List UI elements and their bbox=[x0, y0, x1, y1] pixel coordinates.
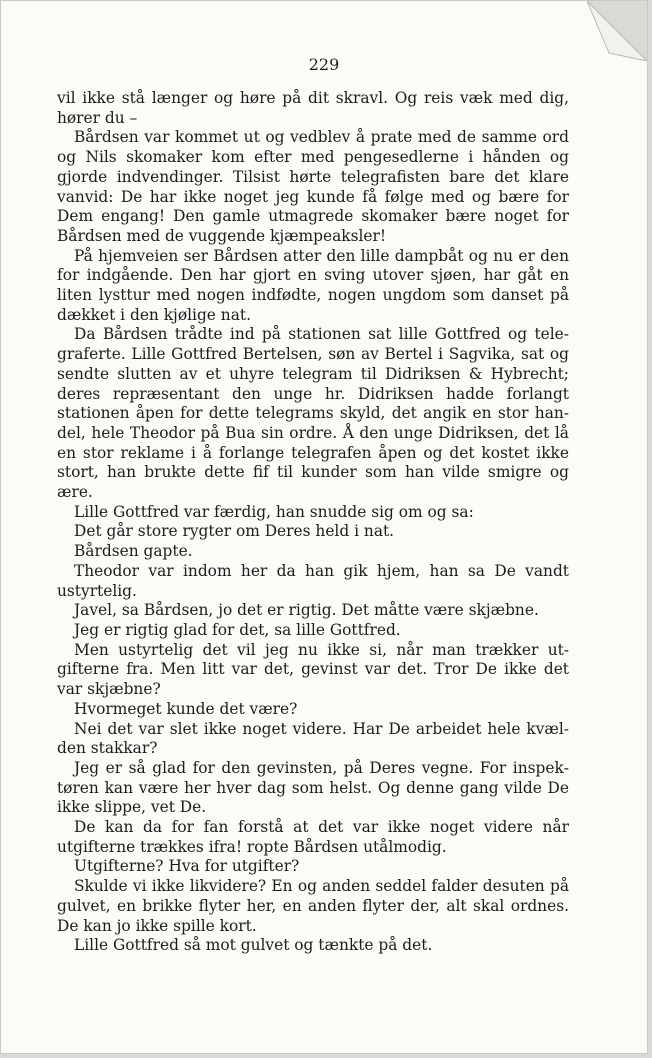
paragraph: Bårdsen gapte. bbox=[74, 542, 193, 561]
paragraph: Jeg er så glad for den gevinsten, på Deres vegne. For inspektøren kan være her hver dag som helst. Og denne gang vilde De ikke slippe, vet De. bbox=[57, 758, 569, 817]
paragraph: Javel, sa Bårdsen, jo det er rigtig. Det måtte være skjæbne. bbox=[74, 601, 539, 620]
paragraph: Lille Gottfred var færdig, han snudde sig om og sa: bbox=[74, 502, 474, 521]
paragraph: Utgifterne? Hva for utgifter? bbox=[74, 857, 300, 876]
paragraph: Det går store rygter om Deres held i nat. bbox=[74, 522, 395, 541]
paragraph: Theodor var indom her da han gik hjem, han sa De vandt ustyrtelig. bbox=[57, 561, 569, 600]
body-text bbox=[57, 89, 569, 956]
paragraph: På hjemveien ser Bårdsen atter den lille dampbåt og nu er den for indgående. Den har gjort en sving utover sjøen, har gåt en liten lysttur med nogen indfødte, nogen ungdom som danset på dækket i den kjølige nat. bbox=[57, 246, 569, 324]
paragraph: Lille Gottfred så mot gulvet og tænkte på det. bbox=[74, 936, 433, 955]
paragraph: Nei det var slet ikke noget videre. Har De arbeidet hele kvælden stakkar? bbox=[57, 719, 569, 758]
page-number: 229 bbox=[308, 55, 340, 74]
paragraph: Da Bårdsen trådte ind på stationen sat lille Gottfred og telegraferte. Lille Gottfred Bertelsen, søn av Bertel i Sagvika, sat og sendte slutten av et uhyre telegram til Didriksen & Hybrecht; deres repræsentant den unge hr. Didriksen hadde forlangt stationen åpen for dette telegrams skyld, det angik en stor handel, hele Theodor på Bua sin ordre. Å den unge Didriksen, det lå en stor reklame i å forlange telegrafen åpen og det kostet ikke stort, han brukte dette fif til kunder som han vilde smigre og ære. bbox=[57, 325, 569, 502]
folded-corner bbox=[587, 1, 647, 61]
paragraph: Bårdsen var kommet ut og vedblev å prate med de samme ord og Nils skomaker kom efter med pengesedlerne i hånden og gjorde indvendinger. Tilsist hørte telegrafisten bare det klare vanvid: De har ikke noget jeg kunde få følge med og bære for Dem engang! Den gamle utmagrede skomaker bære noget for Bårdsen med de vuggende kjæmpeaksler! bbox=[57, 128, 569, 245]
paragraph: De kan da for fan forstå at det var ikke noget videre når utgifterne trækkes ifra! ropte Bårdsen utålmodig. bbox=[57, 818, 569, 856]
paragraph: Skulde vi ikke likvidere? En og anden seddel falder desuten på gulvet, en brikke flyter her, en anden flyter der, alt skal ordnes. De kan jo ikke spille kort. bbox=[57, 877, 569, 935]
paragraph: vil ikke stå længer og høre på dit skravl. Og reis væk med dig, hører du – bbox=[57, 89, 569, 127]
paragraph: Hvormeget kunde det være? bbox=[74, 699, 298, 718]
paragraph: Jeg er rigtig glad for det, sa lille Gottfred. bbox=[74, 620, 401, 639]
paragraph: Men ustyrtelig det vil jeg nu ikke si, når man trækker utgifterne fra. Men litt var det, gevinst var det. Tror De ikke det var skjæbne? bbox=[57, 640, 569, 699]
